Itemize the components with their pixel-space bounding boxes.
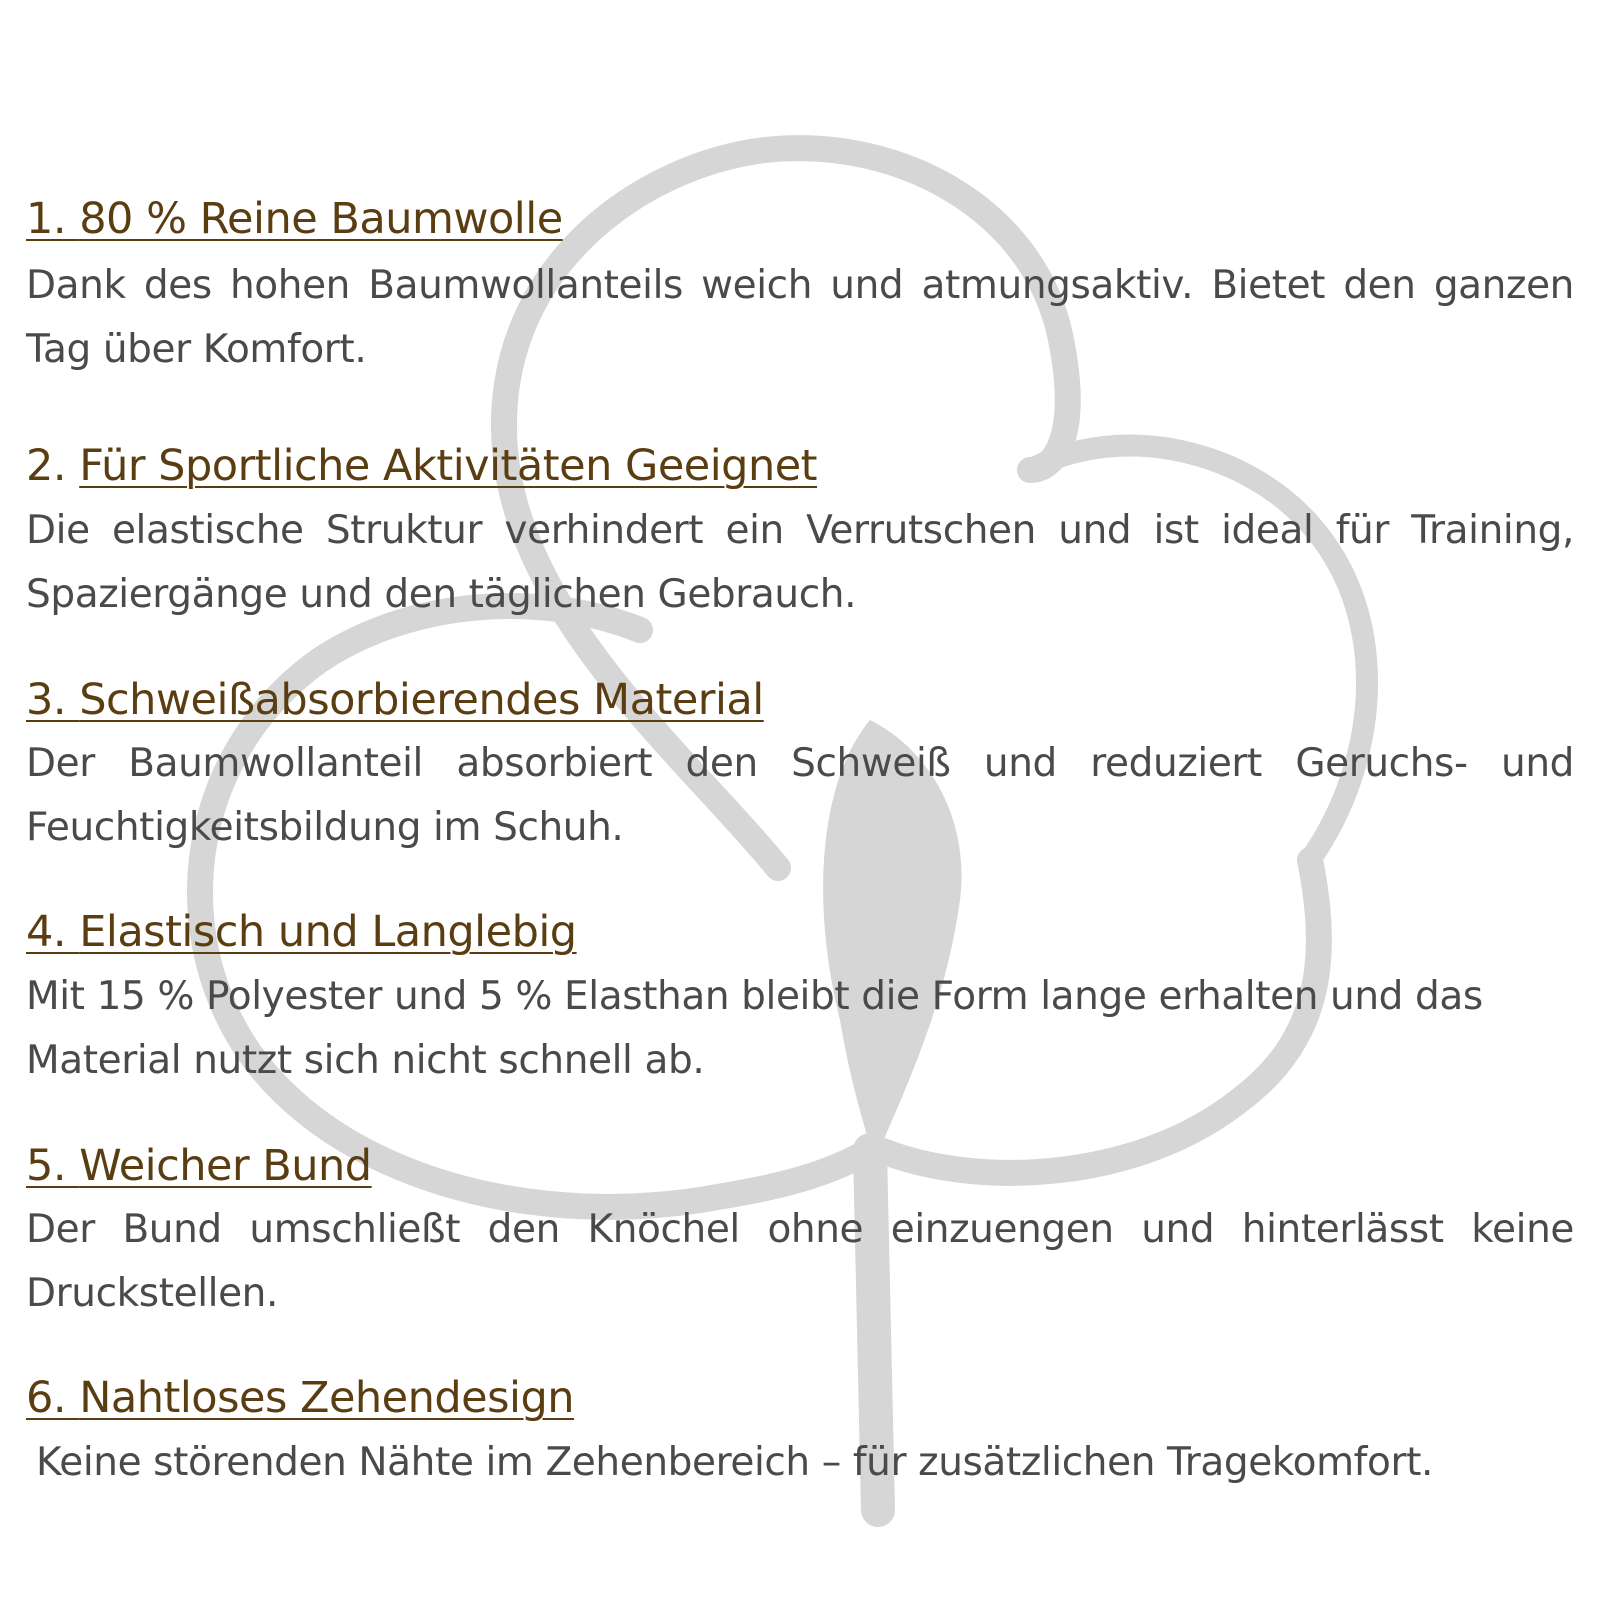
section-heading [26,674,764,726]
section-text: Die elastische Struktur verhindert ein Verrutschen und ist ideal für Training, Spaziergänge und den täglichen Gebrauch. [26,508,1574,617]
section-heading [26,1140,372,1192]
section-text: Keine störenden Nähte im Zehenbereich – für zusätzlichen Tragekomfort. [36,1440,1433,1485]
section-heading [26,1372,574,1424]
section-number: 4. [26,907,80,957]
section-heading [26,440,817,492]
section-title: Für Sportliche Aktivitäten Geeignet [79,441,818,491]
section-number: 2. [26,441,80,491]
section-heading [26,906,577,958]
section-title: Weicher Bund [79,1141,372,1191]
section-title: Nahtloses Zehendesign [79,1373,575,1423]
section-heading [26,193,563,245]
section-text: Dank des hohen Baumwollanteils weich und atmungsaktiv. Bietet den ganzen Tag über Komfort. [26,263,1574,372]
section-number: 5. [26,1141,80,1191]
section-title: Schweißabsorbierendes Material [79,675,764,725]
section-text: Der Baumwollanteil absorbiert den Schweiß und reduziert Geruchs- und Feuchtigkeitsbildung im Schuh. [26,741,1574,850]
section-text: Der Bund umschließt den Knöchel ohne einzuengen und hinterlässt keine Druckstellen. [26,1207,1574,1316]
section-number: 3. [26,675,80,725]
section-number: 6. [26,1373,80,1423]
section-title: Elastisch und Langlebig [79,907,577,957]
section-text: Mit 15 % Polyester und 5 % Elasthan bleibt die Form lange erhalten und das Material nutzt sich nicht schnell ab. [26,974,1483,1083]
section-number: 1. [26,194,80,244]
section-title: 80 % Reine Baumwolle [79,194,563,244]
